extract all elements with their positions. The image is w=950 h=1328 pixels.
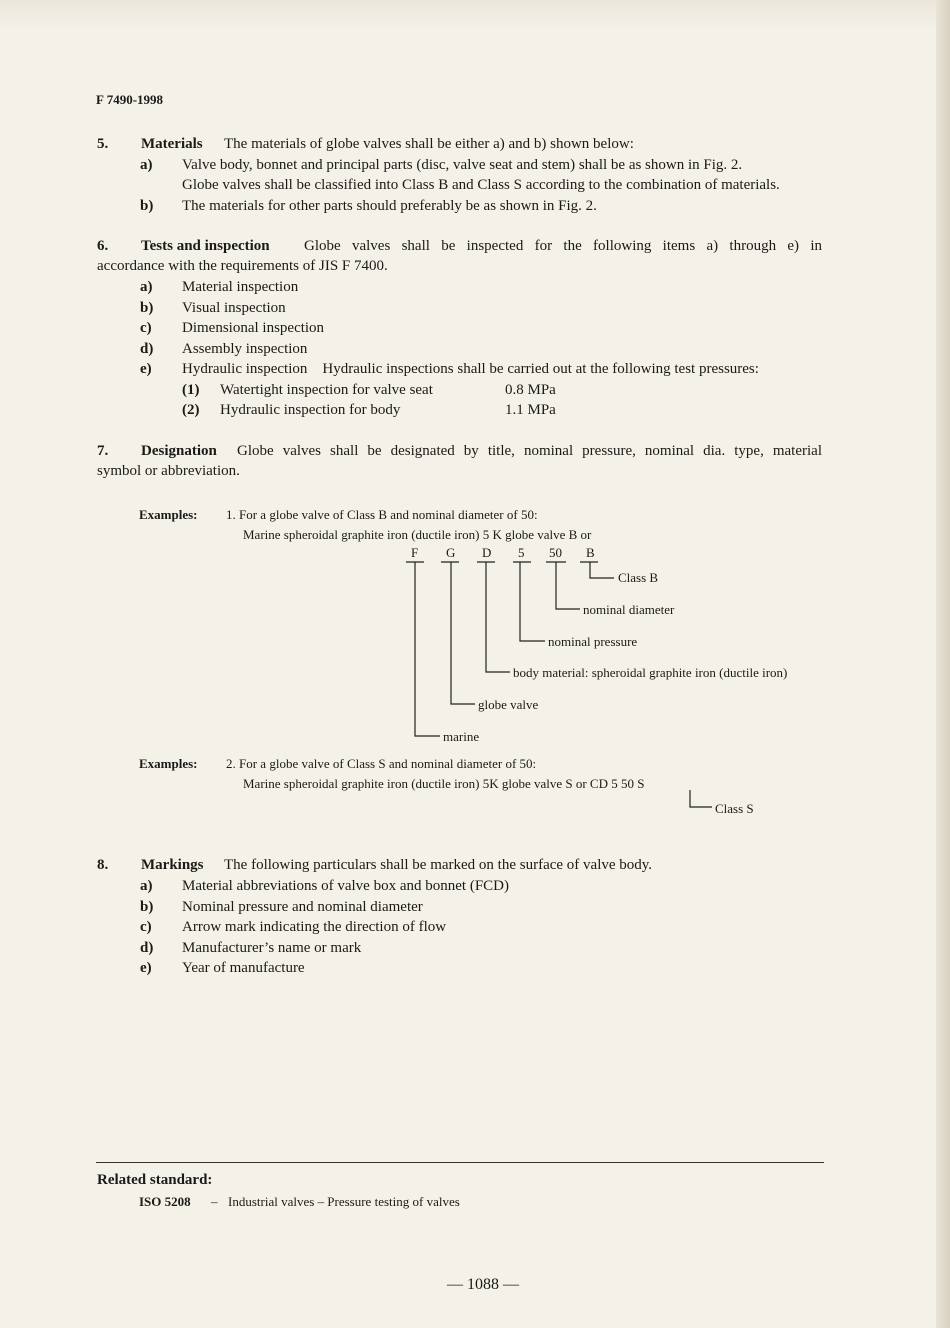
example-line: 2. For a globe valve of Class S and nominal diameter of 50: — [226, 756, 537, 771]
item-label: a) — [140, 157, 153, 173]
item-label: a) — [140, 878, 153, 894]
item-text: Arrow mark indicating the direction of flow — [182, 919, 447, 935]
section-intro: Globe valves shall be designated by title, nominal pressure, nominal dia. type, material — [237, 443, 822, 459]
item-label: d) — [140, 940, 154, 956]
item-text: Globe valves shall be classified into Class B and Class S according to the combination of materials. — [182, 177, 780, 193]
item-text: Material inspection — [182, 279, 299, 295]
example-label: Examples: — [139, 756, 198, 771]
section-number: 6. — [97, 238, 109, 254]
code-char: F — [411, 545, 419, 560]
callout-nominal-pressure: nominal pressure — [548, 634, 638, 649]
section-title: Materials — [141, 136, 203, 152]
section-intro: The following particulars shall be marked on the surface of valve body. — [224, 857, 653, 873]
section-title: Tests and inspection — [141, 238, 270, 254]
related-description: Industrial valves – Pressure testing of valves — [228, 1194, 460, 1209]
example-line: 1. For a globe valve of Class B and nominal diameter of 50: — [226, 507, 538, 522]
section-title: Designation — [141, 443, 217, 459]
code-char: B — [586, 545, 595, 560]
item-label: b) — [140, 198, 154, 214]
page-number: — 1088 — — [447, 1276, 519, 1293]
pressure-text: Watertight inspection for valve seat — [220, 382, 433, 398]
item-label: c) — [140, 320, 152, 336]
item-text: Visual inspection — [182, 300, 286, 316]
item-label: b) — [140, 300, 154, 316]
related-heading: Related standard: — [97, 1172, 213, 1188]
callout-class-b: Class B — [618, 570, 659, 585]
section-number: 7. — [97, 443, 109, 459]
document-id: F 7490-1998 — [96, 92, 164, 107]
item-text: Assembly inspection — [182, 341, 308, 357]
item-text: Hydraulic inspection Hydraulic inspections shall be carried out at the following test pressures: — [182, 361, 759, 377]
callout-body-material: body material: spheroidal graphite iron (ductile iron) — [513, 665, 788, 680]
code-char: D — [482, 545, 492, 560]
section-intro: Globe valves shall be inspected for the following items a) through e) in — [304, 238, 822, 254]
item-text: Manufacturer’s name or mark — [182, 940, 362, 956]
pressure-num: (1) — [182, 382, 200, 398]
item-text: The materials for other parts should preferably be as shown in Fig. 2. — [182, 198, 597, 214]
item-text: Year of manufacture — [182, 960, 305, 976]
item-label: a) — [140, 279, 153, 295]
callout-marine: marine — [443, 729, 480, 744]
section-intro-cont: symbol or abbreviation. — [97, 463, 240, 479]
section-intro: The materials of globe valves shall be either a) and b) shown below: — [224, 136, 634, 152]
section-number: 5. — [97, 136, 109, 152]
section-number: 8. — [97, 857, 109, 873]
item-label: e) — [140, 960, 152, 976]
callout-class-s: Class S — [715, 801, 754, 816]
example-line: Marine spheroidal graphite iron (ductile iron) 5K globe valve S or CD 5 50 S — [243, 776, 645, 791]
callout-nominal-diameter: nominal diameter — [583, 602, 675, 617]
item-text: Material abbreviations of valve box and bonnet (FCD) — [182, 878, 509, 894]
callout-globe-valve: globe valve — [478, 697, 539, 712]
section-intro-cont: accordance with the requirements of JIS F 7400. — [97, 258, 388, 274]
code-char: 50 — [549, 545, 562, 560]
pressure-value: 0.8 MPa — [505, 382, 556, 398]
item-text: Nominal pressure and nominal diameter — [182, 899, 423, 915]
item-label: b) — [140, 899, 154, 915]
section-title: Markings — [141, 857, 204, 873]
divider — [96, 1162, 824, 1163]
example-line: Marine spheroidal graphite iron (ductile iron) 5 K globe valve B or — [243, 527, 592, 542]
pressure-num: (2) — [182, 402, 200, 418]
example-label: Examples: — [139, 507, 198, 522]
item-label: d) — [140, 341, 154, 357]
item-text: Dimensional inspection — [182, 320, 325, 336]
item-label: c) — [140, 919, 152, 935]
pressure-text: Hydraulic inspection for body — [220, 402, 401, 418]
code-char: G — [446, 545, 456, 560]
related-dash: – — [211, 1194, 218, 1209]
code-char: 5 — [518, 545, 525, 560]
item-label: e) — [140, 361, 152, 377]
related-code: ISO 5208 — [139, 1194, 191, 1209]
pressure-value: 1.1 MPa — [505, 402, 556, 418]
item-text: Valve body, bonnet and principal parts (disc, valve seat and stem) shall be as shown in Fig. 2. — [182, 157, 743, 173]
